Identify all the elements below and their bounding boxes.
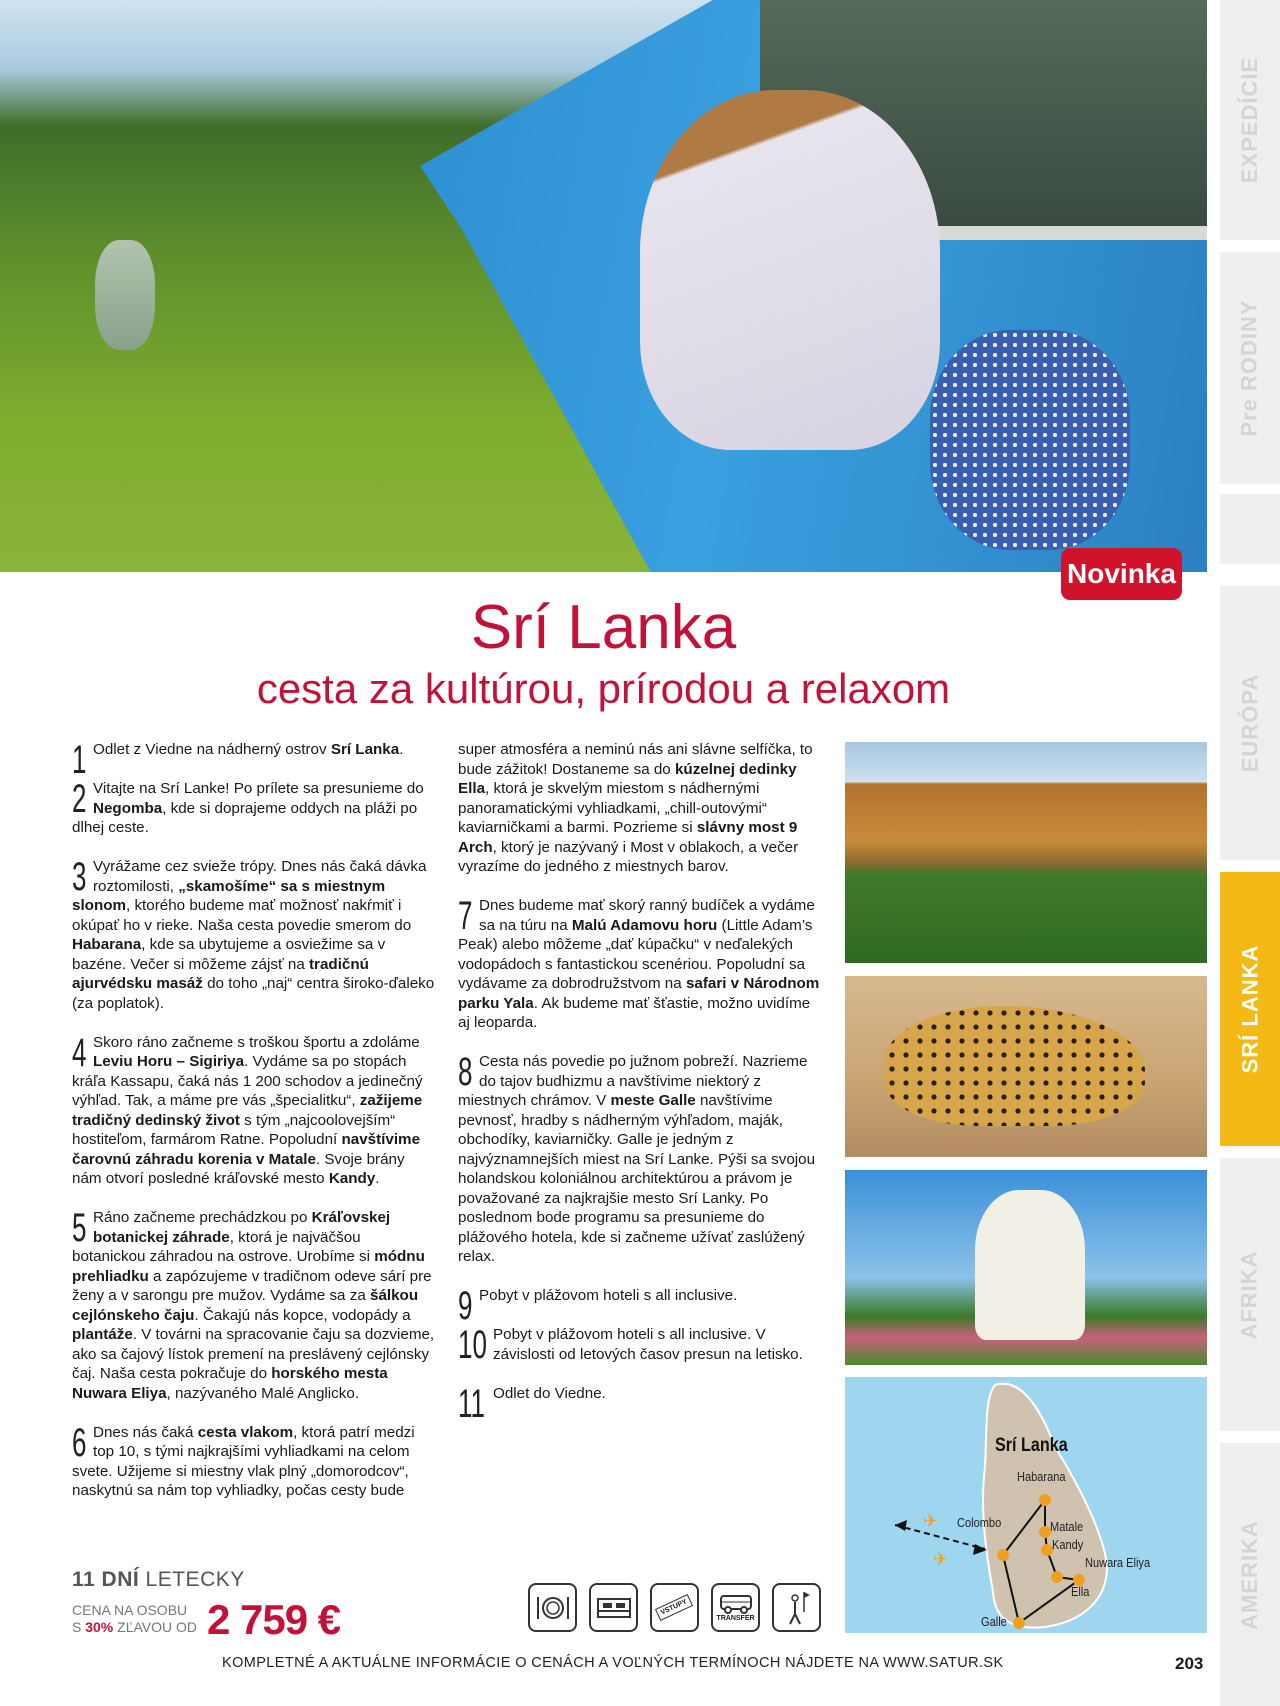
highlight-text: Kandy [328, 1170, 376, 1187]
itinerary-day [72, 1208, 437, 1403]
day-number: 8 [458, 1050, 473, 1094]
itinerary-day [458, 1381, 823, 1426]
highlight-text: kúzelnej dedinky Ella [458, 760, 797, 797]
day-text: Vyrážame cez svieže trópy. Dnes nás čaká dávka roztomilosti, [93, 858, 427, 895]
arrow-head-right [973, 1544, 987, 1555]
day-text: , ktorý je nazývaný i Most v oblakoch, a večer vyrazíme do jedného z miestnych barov. [458, 838, 799, 875]
tab-label: EXPEDÍCIE [1237, 56, 1262, 184]
day-text: Cesta nás povedie po južnom pobreží. Nazrieme do tajov budhizmu a navštívime niektorý z miestnych chrámov. V [458, 1053, 808, 1109]
highlight-text: Kráľovskej botanickej záhrade [93, 1209, 391, 1246]
itinerary-day [72, 738, 437, 782]
trip-duration [72, 1568, 245, 1592]
ticket-icon [650, 1583, 699, 1632]
bed-icon [589, 1583, 638, 1632]
highlight-text: Srí Lanka [330, 741, 400, 758]
highlight-text: Leviu Horu – Sigiriya [93, 1053, 245, 1070]
day-number: 4 [72, 1030, 87, 1075]
city-label: Kandy [1052, 1537, 1084, 1552]
day-text: Vitajte na Srí Lanke! Po prílete sa presunieme do [93, 780, 424, 797]
bus-icon [711, 1583, 760, 1632]
day-text: Skoro ráno začneme s troškou športu a zdoláme [93, 1033, 420, 1051]
city-label: Habarana [1017, 1469, 1066, 1484]
route-map [845, 1377, 1207, 1633]
day-text: Dnes budeme mať skorý ranný budíček a vydáme sa na túru na [479, 897, 815, 934]
day-text: navštívime pevnosť, hradby s nádherným výhľadom, maják, obchodíky, kaviarničky. Galle je jedným z najvýznamnejších miest na Srí Lanke. Pýši sa svojou holandskou koloniálnou architektúrou a právom je považované za najkrajšie mesto Srí Lanky. Po poslednom bode programu sa presunieme do plážového hotela, kde si začneme užívať zaslúžený relax. [458, 1092, 816, 1265]
highlight-text: plantáže [72, 1326, 133, 1343]
highlight-text: „skamošíme“ sa s miestnym slonom [72, 877, 386, 914]
floral-dress [930, 330, 1130, 550]
price-label-prefix: S [72, 1619, 86, 1635]
day-number: 2 [72, 777, 87, 821]
day-text: Ráno začneme prechádzkou po [93, 1209, 312, 1226]
day-text: . Čakajú nás kopce, vodopády a [194, 1306, 411, 1324]
tab-expedicie[interactable] [1220, 0, 1280, 240]
tab-label: AFRIKA [1237, 1249, 1263, 1340]
highlight-text: Negomba [93, 799, 163, 817]
statue [975, 1190, 1085, 1340]
plane-icon: ✈ [923, 1511, 939, 1531]
city-label: Colombo [957, 1515, 1002, 1530]
day-text: , ktorá je najväčšou botanickou záhradou na ostrove. Urobíme si [72, 1228, 375, 1265]
transfer-label: TRANSFER [716, 1615, 755, 1622]
price-value: 2 759 € [207, 1596, 341, 1643]
day-text: , nazývaného Malé Anglicko. [166, 1384, 360, 1402]
itinerary-day [458, 1284, 823, 1328]
day-number: 1 [72, 738, 87, 782]
days: 11 DNÍ [72, 1568, 140, 1591]
day-text: , kde si doprajeme oddych na pláži po dlhej ceste. [72, 799, 418, 836]
day-text: . [375, 1170, 380, 1187]
map-title: Srí Lanka [995, 1435, 1068, 1456]
hero-photo-train [0, 0, 1207, 572]
day-number: 6 [72, 1420, 87, 1465]
day-text: Odlet do Viedne. [493, 1384, 606, 1402]
price-label-line1: CENA NA OSOBU [72, 1602, 188, 1618]
itinerary-column-2 [458, 740, 823, 1426]
day-number: 11 [458, 1381, 485, 1426]
photo-leopard [845, 976, 1207, 1157]
day-text: (Little Adam’s Peak) alebo môžeme „dať kúpačku“ v neďalekých vodopádoch s fantastickou scenériou. Popoludní sa vydávame za dobrodružstvom na [458, 916, 813, 992]
ticket-label: VSTUPY [655, 1594, 693, 1621]
day-text: . [399, 741, 404, 758]
highlight-text: zažijeme tradičný dedinský život [72, 1092, 423, 1129]
day-number: 5 [72, 1206, 87, 1250]
highlight-text: módnu prehliadku [72, 1248, 425, 1285]
city-label: Matale [1050, 1519, 1084, 1534]
day-text: , kde sa ubytujeme a osviežime sa v bazéne. Večer si môžeme zájsť na [72, 936, 386, 973]
highlight-text: slávny most 9 Arch [458, 819, 798, 856]
city-label: Ella [1071, 1584, 1090, 1599]
section-tabs [1220, 0, 1280, 1706]
highlight-text: meste Galle [610, 1092, 696, 1109]
tab-europa[interactable] [1220, 586, 1280, 860]
day-text: s tým „najcoolovejším“ hostiteľom, farmárom Ratne. Popoludní [72, 1111, 396, 1148]
day-number: 9 [458, 1284, 473, 1328]
day-number: 7 [458, 894, 473, 938]
highlight-text: navštívime čarovnú záhradu korenia v Matale [72, 1131, 421, 1168]
day-text: . Ak budeme mať šťastie, možno uvidíme aj leoparda. [458, 994, 811, 1031]
leopard [885, 1006, 1145, 1126]
tab-label: Pre RODINY [1237, 299, 1262, 437]
highlight-text: safari v Národnom parku Yala [458, 975, 820, 1012]
day-text: super atmosféra a neminú nás ani slávne selfíčka, to bude zážitok! Dostaneme sa do [458, 741, 813, 778]
itinerary-day [458, 896, 823, 1033]
girl-leaning-out [640, 90, 940, 450]
highlight-text: Habarana [72, 936, 142, 953]
footer-info: KOMPLETNÉ A AKTUÁLNE INFORMÁCIE O CENÁCH A VOĽNÝCH TERMÍNOCH NÁJDETE NA WWW.SATUR.SK [222, 1655, 1004, 1671]
city-label: Nuwara Eliya [1085, 1555, 1151, 1570]
guide-icon [772, 1583, 821, 1632]
day-text: a zapózujeme v tradičnom odeve sárí pre ženy a v sarongu pre mužov. Vydáme sa za [72, 1267, 432, 1304]
highlight-text: šálkou cejlónskeho čaju [72, 1287, 419, 1324]
day-text: Pobyt v plážovom hoteli s all inclusive. [479, 1287, 738, 1304]
service-icons [528, 1583, 821, 1632]
itinerary-column-1 [72, 740, 437, 1520]
highlight-text: cesta vlakom [197, 1423, 294, 1441]
tab-pre-rodiny[interactable] [1220, 252, 1280, 484]
day-text: , ktorá je skvelým miestom s nádhernými panoramatickými vyhliadkami, „chill-outovými“ kaviarničkami a barmi. Pozrieme si [458, 780, 767, 836]
tab-amerika[interactable] [1220, 1443, 1280, 1706]
itinerary-day [72, 857, 437, 1013]
day-text: . Vydáme sa po stopách kráľa Kassapu, čaká nás 1 200 schodov a jedinečný výhľad. Tak, a máme pre vás „špecialitku“, [72, 1053, 423, 1109]
day-text: do toho „naj“ centra široko-ďaleko (za poplatok). [72, 975, 435, 1012]
day-number: 10 [458, 1323, 487, 1367]
tab-blank[interactable] [1220, 494, 1280, 564]
meals-icon [528, 1583, 577, 1632]
discount: 30% [85, 1619, 114, 1635]
page-number: 203 [1175, 1654, 1204, 1673]
river [95, 240, 155, 350]
tab-afrika[interactable] [1220, 1158, 1280, 1431]
price-label [72, 1602, 197, 1636]
itinerary-day [72, 779, 437, 838]
day-text: . V továrni na spracovanie čaju sa dozvieme, ako sa čajový lístok premení na preslávený cejlónsky čaj. Naša cesta pokračuje do [72, 1326, 435, 1382]
page-title: Srí Lanka [470, 593, 737, 662]
tab-sri-lanka[interactable] [1220, 872, 1280, 1146]
tab-label: AMERIKA [1237, 1519, 1263, 1630]
day-text: Pobyt v plážovom hoteli s all inclusive. V závislosti od letových časov presun na letisko. [493, 1326, 803, 1363]
price-label-suffix: ZĽAVOU OD [113, 1619, 198, 1635]
tab-label: SRÍ LANKA [1237, 944, 1262, 1074]
plane-icon: ✈ [933, 1549, 949, 1569]
page-subtitle: cesta za kultúrou, prírodou a relaxom [256, 665, 951, 712]
day-text: , ktorého budeme mať možnosť nakŕmiť i okúpať ho v rieke. Naša cesta povedie smerom do [72, 897, 412, 934]
day-text: . Svoje brány nám otvorí posledné kráľovské mesto [72, 1150, 405, 1187]
day-text: , ktorá patrí medzi top 10, s tými najkrajšími vyhliadkami na celom svete. Užijeme si miestny vlak plný „domorodcov“, naskytnú sa nám top vyhliadky, počas cesty bude [72, 1423, 415, 1499]
travel-mode: LETECKY [145, 1568, 245, 1591]
day-number: 3 [72, 855, 87, 899]
city-label: Galle [981, 1614, 1007, 1629]
arrow-head-left [895, 1520, 907, 1531]
itinerary-day [72, 1420, 437, 1501]
itinerary-day [458, 1323, 823, 1367]
itinerary-day [458, 1052, 823, 1267]
photo-sigiriya-rock [845, 742, 1207, 963]
highlight-text: horského mesta Nuwara Eliya [72, 1365, 388, 1402]
itinerary-day [72, 1030, 437, 1189]
new-badge: Novinka [1061, 548, 1182, 600]
itinerary-day [458, 740, 823, 877]
map-graphic [845, 1377, 1207, 1633]
tab-label: EURÓPA [1237, 673, 1262, 773]
photo-shiva-statue [845, 1170, 1207, 1365]
highlight-text: tradičnú ajurvédsku masáž [72, 955, 369, 992]
highlight-text: Malú Adamovu horu [571, 916, 718, 934]
day-text: Dnes nás čaká [93, 1423, 198, 1441]
day-text: Odlet z Viedne na nádherný ostrov [93, 741, 331, 758]
